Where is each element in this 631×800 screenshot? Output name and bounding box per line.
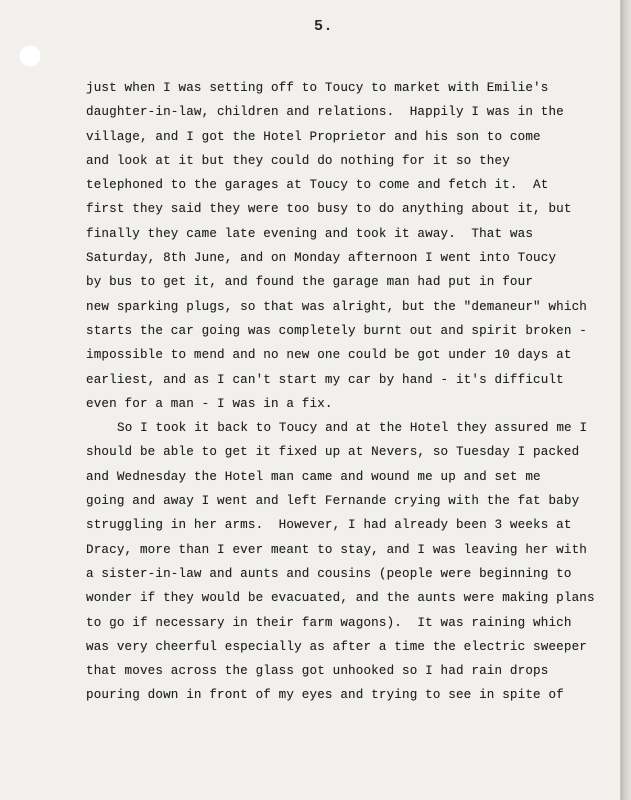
text-line: telephoned to the garages at Toucy to come and fetch it. At [86,178,549,193]
text-line: that moves across the glass got unhooked so I had rain drops [86,664,549,679]
text-line: Dracy, more than I ever meant to stay, and I was leaving her with [86,542,587,557]
paragraph-start-line: So I took it back to Toucy and at the Hotel they assured me I [117,421,588,436]
punch-hole [19,45,41,67]
text-line: going and away I went and left Fernande crying with the fat baby [86,494,580,509]
text-line: just when I was setting off to Toucy to market with Emilie's [86,81,549,95]
text-line: pouring down in front of my eyes and trying to see in spite of [86,688,564,703]
text-line: should be able to get it fixed up at Nevers, so Tuesday I packed [86,445,580,460]
text-line: struggling in her arms. However, I had already been 3 weeks at [86,518,572,533]
text-line: even for a man - I was in a fix. [86,396,333,411]
page-number: 5. [314,18,334,35]
text-line: first they said they were too busy to do anything about it, but [86,202,572,217]
text-line: and look at it but they could do nothing for it so they [86,153,510,168]
text-line: new sparking plugs, so that was alright, but the "demaneur" which [86,299,587,314]
text-line: village, and I got the Hotel Proprietor and his son to come [86,129,541,144]
text-line: a sister-in-law and aunts and cousins (people were beginning to [86,566,572,581]
text-line: to go if necessary in their farm wagons). It was raining which [86,615,572,630]
text-line: wonder if they would be evacuated, and the aunts were making plans [86,591,595,606]
text-line: daughter-in-law, children and relations. Happily I was in the [86,105,564,120]
paper-edge [621,0,631,800]
text-line: earliest, and as I can't start my car by hand - it's difficult [86,372,564,387]
typed-body-text [86,76,626,708]
text-line: was very cheerful especially as after a time the electric sweeper [86,639,587,654]
text-line: impossible to mend and no new one could be got under 10 days at [86,348,572,363]
text-line: Saturday, 8th June, and on Monday afternoon I went into Toucy [86,251,557,266]
text-line: and Wednesday the Hotel man came and wound me up and set me [86,469,541,484]
text-line: finally they came late evening and took it away. That was [86,226,534,241]
text-line: by bus to get it, and found the garage man had put in four [86,275,534,290]
text-line: starts the car going was completely burnt out and spirit broken - [86,323,587,338]
